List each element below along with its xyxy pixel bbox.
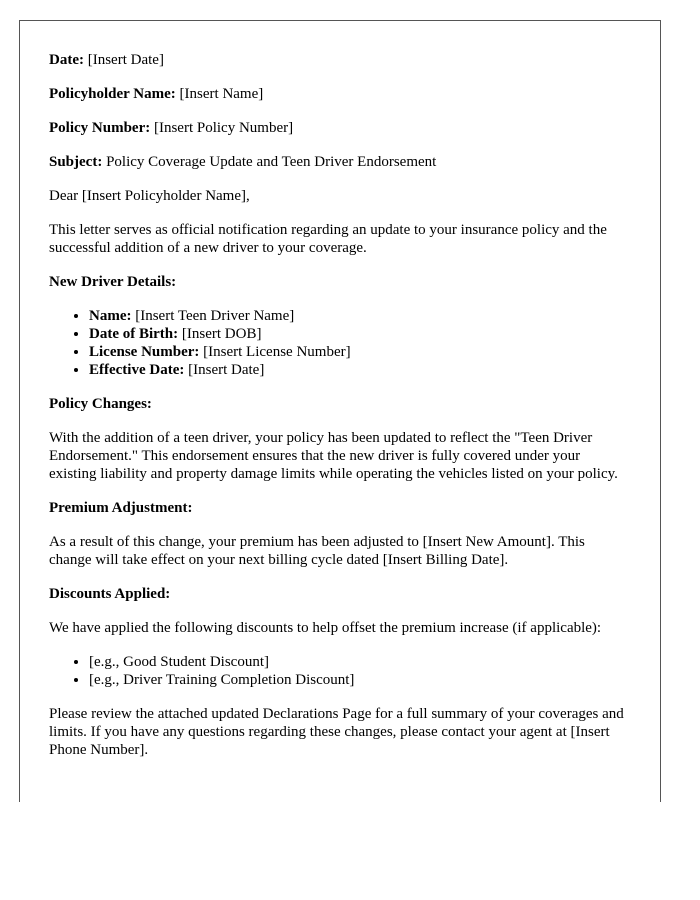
premium-adjustment-paragraph: As a result of this change, your premium has been adjusted to [Insert New Amount]. This change will take effect on your next billing cycle dated [Insert Billing Date]. [49, 534, 585, 568]
date-value: [Insert Date] [87, 52, 164, 68]
premium-adjustment-heading [49, 499, 630, 517]
policy-number-label: Policy Number: [49, 120, 151, 136]
new-driver-heading [49, 273, 630, 291]
policy-changes-heading-text: Policy Changes: [49, 396, 152, 412]
list-item: • [e.g., Driver Training Completion Discount] [89, 671, 630, 689]
policyholder-label: Policyholder Name: [49, 86, 176, 102]
policy-changes-paragraph: With the addition of a teen driver, your policy has been updated to reflect the "Teen Driver Endorsement." This endorsement ensures that the new driver is fully covered under your existing liability and property damage limits while operating the vehicles listed on your policy. [49, 430, 618, 482]
driver-effective-date-label: Effective Date: [89, 362, 185, 378]
discounts-heading [49, 585, 630, 603]
driver-license-label: License Number: [89, 344, 200, 360]
date-label: Date: [49, 52, 84, 68]
policy-changes-heading [49, 395, 630, 413]
new-driver-heading-text: New Driver Details: [49, 274, 177, 290]
driver-dob-label: Date of Birth: [89, 326, 179, 342]
closing-paragraph: Please review the attached updated Declarations Page for a full summary of your coverages and limits. If you have any questions regarding these changes, please contact your agent at [Insert Phone Number]. [49, 706, 624, 758]
discounts-list [49, 653, 630, 689]
letter-page [19, 20, 661, 802]
list-item [89, 307, 630, 325]
list-item [89, 325, 630, 343]
driver-name-label: Name: [89, 308, 132, 324]
discounts-intro: We have applied the following discounts to help offset the premium increase (if applicable): [49, 620, 602, 636]
driver-license-value: [Insert License Number] [203, 344, 351, 360]
salutation: Dear [Insert Policyholder Name], [49, 188, 250, 204]
intro-paragraph: This letter serves as official notification regarding an update to your insurance policy and the successful addition of a new driver to your coverage. [49, 222, 607, 256]
new-driver-list [49, 307, 630, 379]
policy-number-value: [Insert Policy Number] [153, 120, 294, 136]
list-item: • [e.g., Good Student Discount] [89, 653, 630, 671]
premium-adjustment-heading-text: Premium Adjustment: [49, 500, 193, 516]
subject-line [49, 153, 630, 171]
subject-label: Subject: [49, 154, 103, 170]
policy-number-line [49, 119, 630, 137]
driver-dob-value: [Insert DOB] [181, 326, 262, 342]
driver-name-value: [Insert Teen Driver Name] [135, 308, 295, 324]
date-line [49, 51, 630, 69]
driver-effective-date-value: [Insert Date] [188, 362, 265, 378]
list-item [89, 361, 630, 379]
policyholder-value: [Insert Name] [179, 86, 264, 102]
discounts-heading-text: Discounts Applied: [49, 586, 171, 602]
subject-value: Policy Coverage Update and Teen Driver Endorsement [106, 154, 437, 170]
policyholder-line [49, 85, 630, 103]
list-item [89, 343, 630, 361]
